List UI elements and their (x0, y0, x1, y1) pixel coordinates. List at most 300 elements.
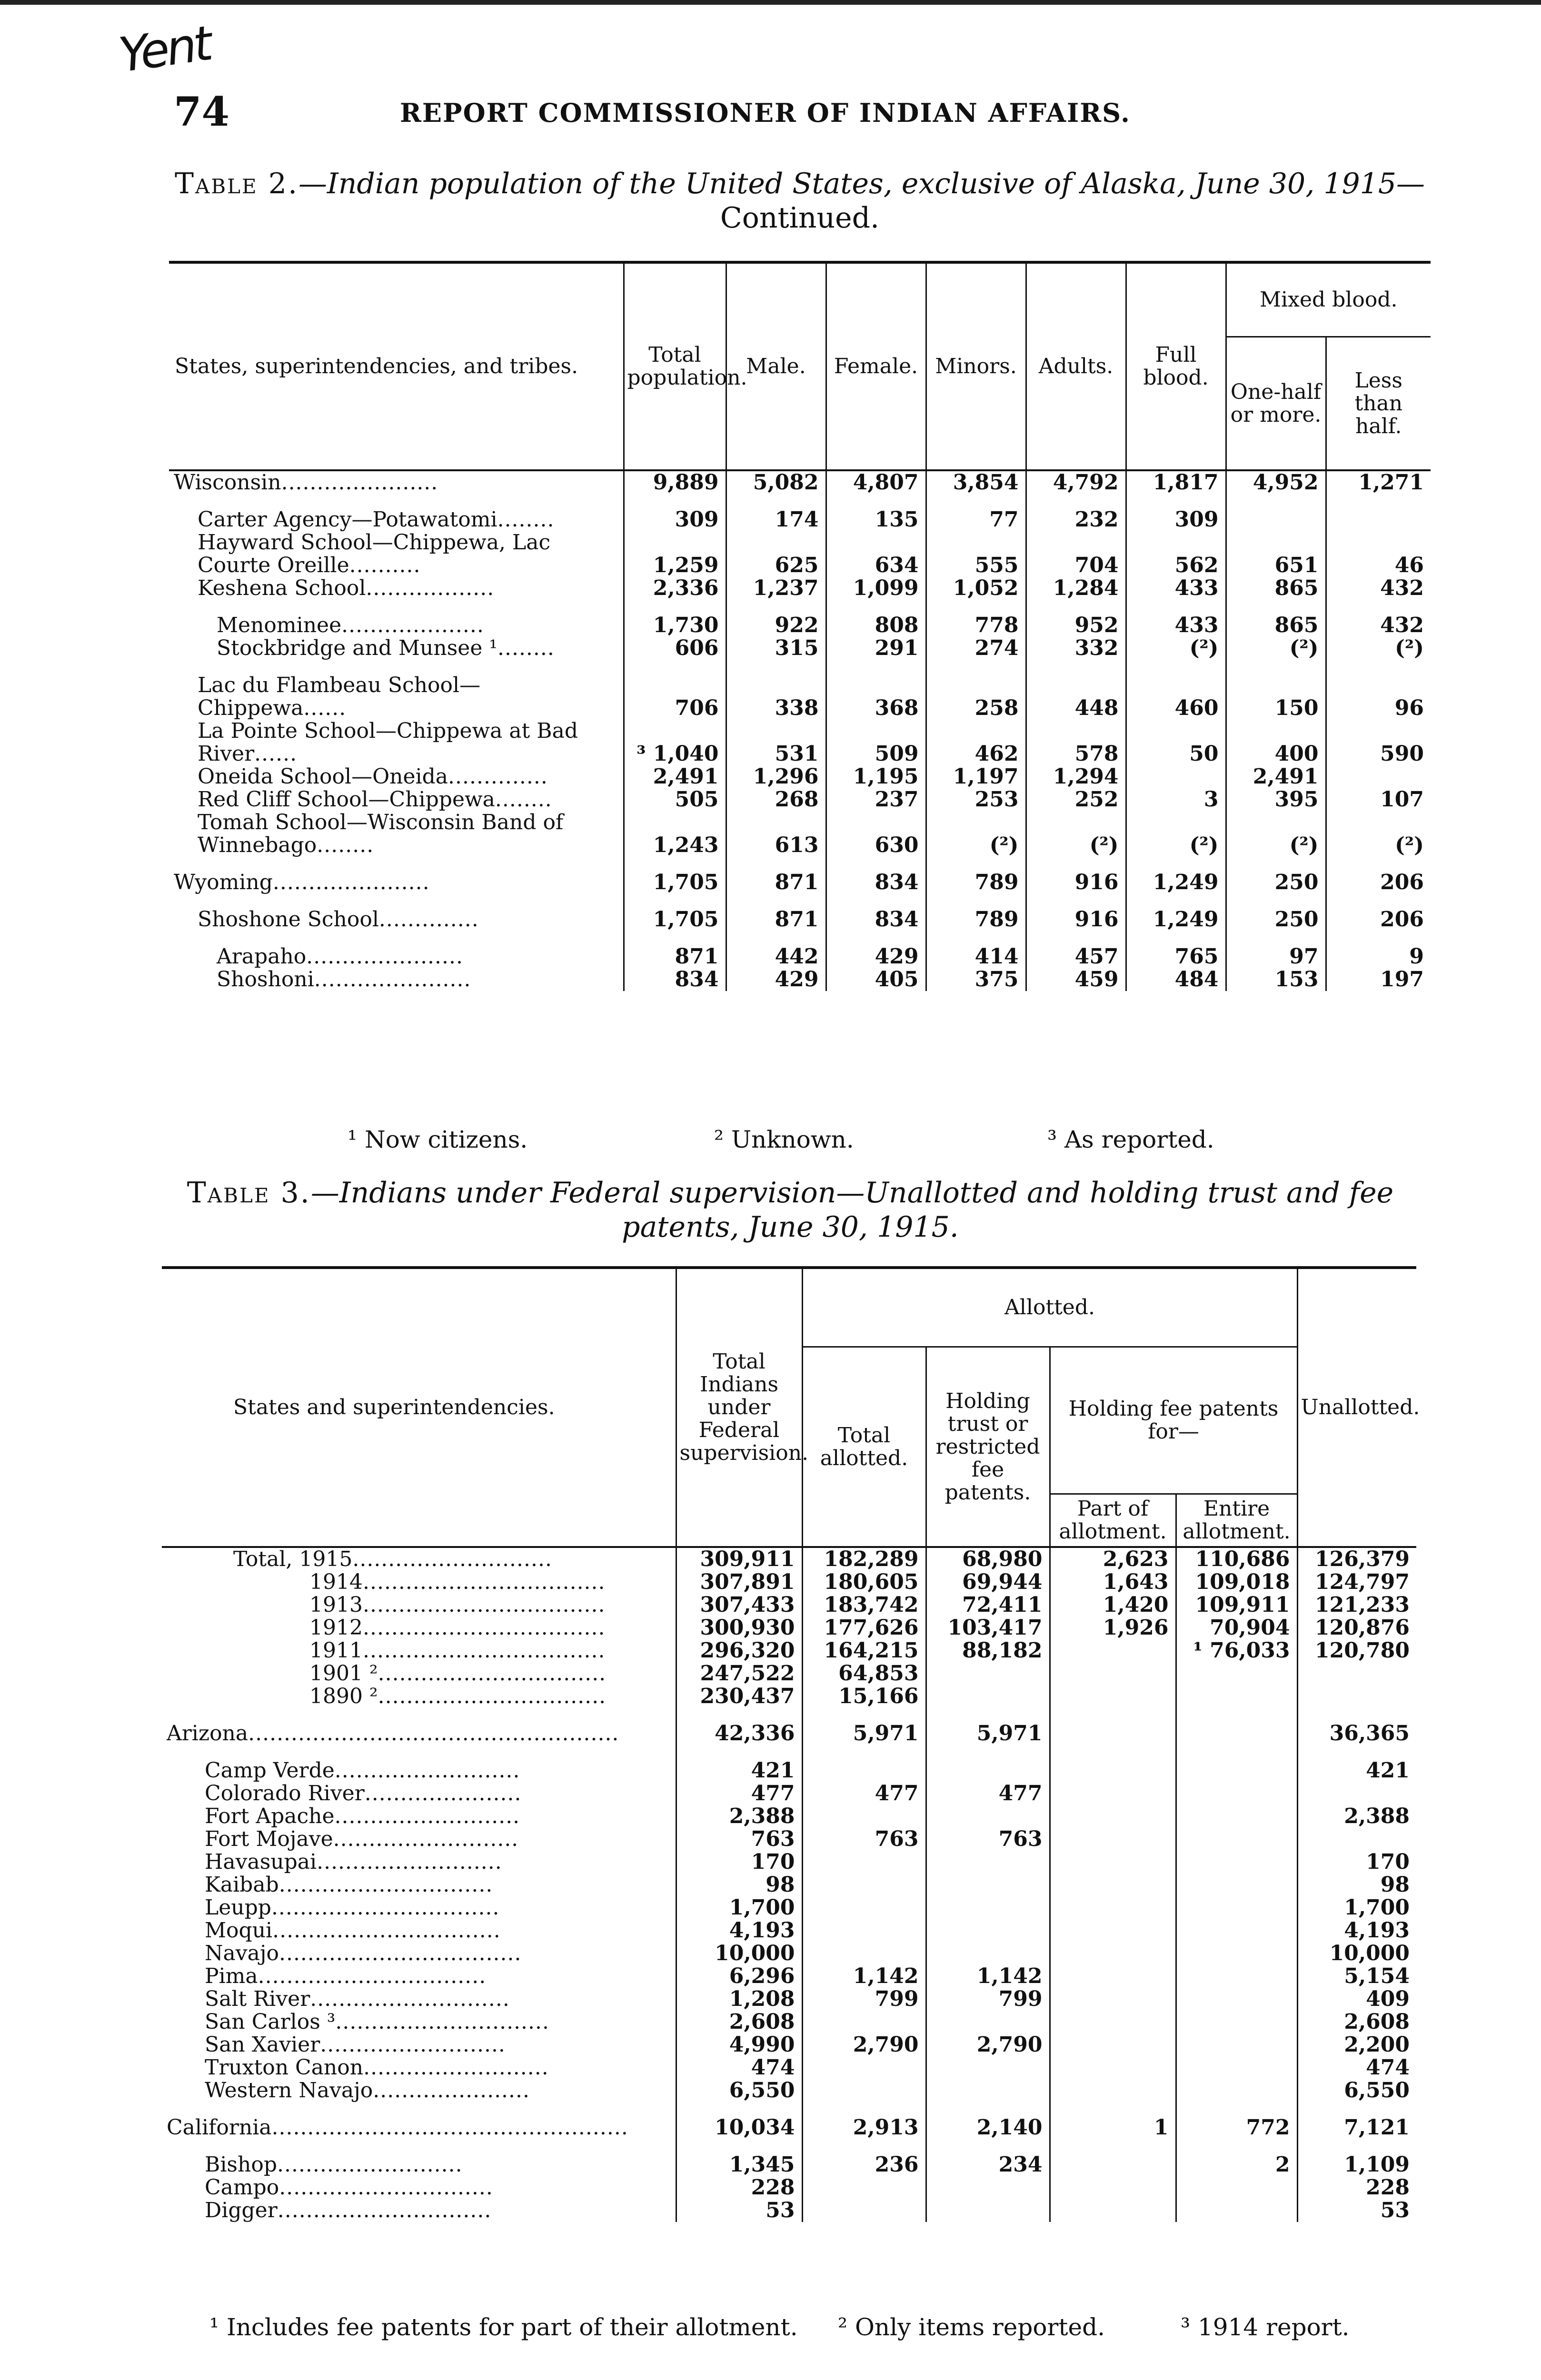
data-cell: 109,018 (1176, 1571, 1297, 1594)
row-label-text: 1890 ² (309, 1684, 378, 1708)
row-label-text: Wisconsin (174, 470, 281, 495)
data-cell: 2,608 (1297, 2011, 1416, 2033)
row-label (169, 614, 624, 637)
table-row (169, 871, 1431, 894)
data-cell: 6,550 (1297, 2079, 1416, 2102)
spacer-cell (1026, 931, 1126, 945)
data-cell (802, 1759, 926, 1782)
data-cell: 1,109 (1297, 2153, 1416, 2176)
spacer-cell (1297, 2102, 1416, 2116)
data-cell: 765 (1126, 945, 1226, 968)
row-label (169, 811, 624, 857)
table-row (162, 1828, 1416, 1851)
row-label (162, 1942, 676, 1965)
data-cell: 120,780 (1297, 1639, 1416, 1662)
data-cell: 834 (826, 908, 926, 931)
data-cell: 578 (1026, 720, 1126, 765)
data-cell: 916 (1026, 871, 1126, 894)
table-row (169, 720, 1431, 765)
leader-dots: .......................... (334, 1804, 520, 1828)
data-cell: 922 (726, 614, 826, 637)
table-row (162, 1805, 1416, 1828)
row-label-text: Carter Agency—Potawatomi (198, 507, 497, 532)
data-cell (1050, 2056, 1176, 2079)
data-cell: 1,296 (726, 765, 826, 788)
table-row (162, 1896, 1416, 1919)
data-cell: 865 (1226, 577, 1326, 600)
spacer-cell (1126, 660, 1226, 674)
spacer-cell (826, 857, 926, 871)
table2-header (169, 262, 1431, 470)
data-cell (1176, 1782, 1297, 1805)
row-label-text: Kaibab (205, 1873, 279, 1897)
spacer-cell (169, 660, 624, 674)
footnote-1: ¹ Now citizens. (348, 1126, 528, 1153)
data-cell: 3 (1126, 788, 1226, 811)
col-header-one-half-or-more: One-half or more. (1226, 337, 1326, 471)
data-cell: 4,193 (1297, 1919, 1416, 1942)
spacer-cell (1297, 2139, 1416, 2153)
data-cell (1176, 1919, 1297, 1942)
data-cell: 170 (1297, 1851, 1416, 1874)
spacer-cell (1126, 857, 1226, 871)
running-head: REPORT COMMISSIONER OF INDIAN AFFAIRS. (400, 98, 1131, 128)
row-label (169, 508, 624, 531)
data-cell (1326, 508, 1431, 531)
data-cell: 1 (1050, 2116, 1176, 2139)
data-cell: ¹ 76,033 (1176, 1639, 1297, 1662)
row-label (162, 1828, 676, 1851)
col-header-total-federal: Total Indians under Federal supervision. (676, 1268, 802, 1547)
spacer-cell (1326, 931, 1431, 945)
row-label-text: Arapaho (217, 944, 307, 969)
table-row (162, 1547, 1416, 1571)
data-cell: 1,643 (1050, 1571, 1176, 1594)
data-cell: 97 (1226, 945, 1326, 968)
spacer-cell (624, 600, 726, 614)
spacer-cell (802, 1708, 926, 1722)
leader-dots: ........ (317, 833, 374, 857)
spacer-cell (1226, 494, 1326, 508)
row-label-text: 1901 ² (309, 1661, 378, 1686)
spacer-cell (1026, 494, 1126, 508)
leader-dots: .......................... (333, 1827, 519, 1851)
data-cell: 2,388 (1297, 1805, 1416, 1828)
data-cell (1176, 2199, 1297, 2222)
data-cell: 206 (1326, 908, 1431, 931)
spacer-cell (726, 857, 826, 871)
leader-dots: .......... (349, 553, 421, 577)
leader-dots: .................... (341, 613, 484, 637)
data-cell: 72,411 (926, 1594, 1050, 1616)
data-cell: 291 (826, 637, 926, 660)
data-cell: 509 (826, 720, 926, 765)
leader-dots: .................. (366, 576, 495, 600)
col-header-less-than-half: Less than half. (1326, 337, 1431, 471)
table-row (162, 1639, 1416, 1662)
data-cell: 634 (826, 531, 926, 577)
data-cell: 170 (676, 1851, 802, 1874)
data-cell: (²) (1326, 811, 1431, 857)
spacer-cell (162, 1708, 676, 1722)
data-cell: 1,142 (802, 1965, 926, 1988)
data-cell: 6,550 (676, 2079, 802, 2102)
data-cell: 15,166 (802, 1685, 926, 1708)
data-cell: 459 (1026, 968, 1126, 991)
data-cell: 405 (826, 968, 926, 991)
leader-dots: .............................. (277, 2198, 492, 2222)
data-cell: 1,705 (624, 871, 726, 894)
row-label-text: Oneida School—Oneida (198, 764, 448, 789)
data-cell: 462 (926, 720, 1026, 765)
spacer-cell (1126, 931, 1226, 945)
data-cell: 36,365 (1297, 1722, 1416, 1745)
data-cell: 429 (826, 945, 926, 968)
data-cell (802, 1896, 926, 1919)
data-cell: 477 (926, 1782, 1050, 1805)
row-label-text: Colorado River (205, 1781, 365, 1805)
leader-dots: .......................... (277, 2152, 463, 2177)
data-cell: 442 (726, 945, 826, 968)
data-cell (1050, 1896, 1176, 1919)
data-cell: 1,700 (1297, 1896, 1416, 1919)
row-label (162, 1965, 676, 1988)
data-cell: 307,433 (676, 1594, 802, 1616)
leader-dots: ................................ (378, 1661, 606, 1686)
data-cell: 590 (1326, 720, 1431, 765)
data-cell: 834 (826, 871, 926, 894)
data-cell (1050, 1782, 1176, 1805)
row-label-text: 1911 (309, 1638, 363, 1663)
spacer-cell (1326, 894, 1431, 908)
data-cell (802, 2011, 926, 2033)
data-cell: 505 (624, 788, 726, 811)
data-cell: 395 (1226, 788, 1326, 811)
row-label (162, 1851, 676, 1874)
table-row (162, 1874, 1416, 1896)
data-cell (1297, 1662, 1416, 1685)
data-cell: 98 (676, 1874, 802, 1896)
data-cell (926, 1874, 1050, 1896)
data-cell: 42,336 (676, 1722, 802, 1745)
spacer-cell (802, 1745, 926, 1759)
col-header-male: Male. (726, 262, 826, 470)
footnote-3: ³ As reported. (1047, 1126, 1214, 1153)
table-row (162, 1965, 1416, 1988)
data-cell: 174 (726, 508, 826, 531)
data-cell: 1,249 (1126, 908, 1226, 931)
leader-dots: .............. (378, 907, 479, 932)
row-spacer (169, 494, 1431, 508)
data-cell: 763 (802, 1828, 926, 1851)
spacer-cell (826, 494, 926, 508)
col-header-holding-trust: Holding trust or restricted fee patents. (926, 1347, 1050, 1547)
data-cell (1176, 1874, 1297, 1896)
row-label-text: Camp Verde (205, 1758, 335, 1783)
spacer-cell (676, 1745, 802, 1759)
data-cell (926, 1805, 1050, 1828)
data-cell: 247,522 (676, 1662, 802, 1685)
data-cell (926, 2011, 1050, 2033)
data-cell: 2,388 (676, 1805, 802, 1828)
data-cell: 10,000 (676, 1942, 802, 1965)
data-cell: 332 (1026, 637, 1126, 660)
row-spacer (169, 857, 1431, 871)
data-cell (1126, 765, 1226, 788)
data-cell: 474 (676, 2056, 802, 2079)
spacer-cell (624, 857, 726, 871)
data-cell: 3,854 (926, 470, 1026, 494)
leader-dots: .............................. (335, 2010, 549, 2034)
row-label-text: Total, 1915 (233, 1547, 353, 1571)
data-cell: 180,605 (802, 1571, 926, 1594)
data-cell: 1,345 (676, 2153, 802, 2176)
spacer-cell (1026, 857, 1126, 871)
data-cell (1050, 1874, 1176, 1896)
data-cell: 307,891 (676, 1571, 802, 1594)
data-cell: 5,154 (1297, 1965, 1416, 1988)
data-cell: 2,491 (624, 765, 726, 788)
data-cell: 484 (1126, 968, 1226, 991)
data-cell (1050, 1805, 1176, 1828)
leader-dots: ................................ (272, 1918, 501, 1943)
table2-population (169, 261, 1431, 991)
data-cell: 651 (1226, 531, 1326, 577)
row-label-text: Havasupai (205, 1850, 317, 1874)
data-cell: 763 (676, 1828, 802, 1851)
leader-dots: ...................... (281, 470, 438, 495)
data-cell: 5,082 (726, 470, 826, 494)
spacer-cell (926, 600, 1026, 614)
data-cell (802, 1851, 926, 1874)
spacer-cell (1026, 600, 1126, 614)
data-cell: 2,790 (926, 2033, 1050, 2056)
row-label-text: Truxton Canon (205, 2055, 364, 2080)
data-cell: 1,420 (1050, 1594, 1176, 1616)
data-cell (802, 2199, 926, 2222)
data-cell: 96 (1326, 674, 1431, 720)
data-cell: 9,889 (624, 470, 726, 494)
data-cell: 274 (926, 637, 1026, 660)
data-cell: 1,195 (826, 765, 926, 788)
data-cell: 4,952 (1226, 470, 1326, 494)
data-cell: 206 (1326, 871, 1431, 894)
data-cell: 232 (1026, 508, 1126, 531)
spacer-cell (1226, 660, 1326, 674)
data-cell: 414 (926, 945, 1026, 968)
row-label-text: Stockbridge and Munsee ¹ (217, 636, 497, 660)
row-label-text: Menominee (217, 613, 342, 637)
data-cell: 871 (624, 945, 726, 968)
leader-dots: ........ (497, 636, 555, 660)
data-cell: 409 (1297, 1988, 1416, 2011)
data-cell: 1,243 (624, 811, 726, 857)
data-cell: (²) (1226, 637, 1326, 660)
leader-dots: ...... (254, 742, 298, 766)
spacer-cell (1026, 660, 1126, 674)
footnote-t3-1: ¹ Includes fee patents for part of their allotment. (209, 2313, 798, 2341)
data-cell (802, 1942, 926, 1965)
spacer-cell (826, 894, 926, 908)
data-cell: 606 (624, 637, 726, 660)
spacer-cell (1126, 894, 1226, 908)
data-cell: 50 (1126, 720, 1226, 765)
spacer-cell (726, 494, 826, 508)
data-cell (1050, 2079, 1176, 2102)
spacer-cell (162, 2139, 676, 2153)
table2-continued: Continued. (720, 201, 880, 235)
spacer-cell (1176, 2139, 1297, 2153)
table-row (162, 2116, 1416, 2139)
row-label-text: Red Cliff School—Chippewa (198, 787, 495, 812)
spacer-cell (826, 660, 926, 674)
data-cell: 772 (1176, 2116, 1297, 2139)
data-cell (1176, 1685, 1297, 1708)
data-cell: 1,237 (726, 577, 826, 600)
data-cell: 1,700 (676, 1896, 802, 1919)
leader-dots: .................................................... (248, 1721, 619, 1745)
leader-dots: ........ (497, 507, 555, 532)
table3-federal-supervision (162, 1266, 1420, 2222)
leader-dots: ...................... (272, 870, 430, 894)
leader-dots: ...................... (306, 944, 463, 969)
data-cell: 1,730 (624, 614, 726, 637)
footnote-t3-3: ³ 1914 report. (1181, 2313, 1350, 2341)
data-cell: 77 (926, 508, 1026, 531)
data-cell: 429 (726, 968, 826, 991)
leader-dots: .......................... (363, 2055, 549, 2080)
table2-title: —Indian population of the United States, exclusive of Alaska, June 30, 1915— (298, 167, 1425, 200)
table-row (162, 2176, 1416, 2199)
data-cell: 421 (1297, 1759, 1416, 1782)
data-cell: 110,686 (1176, 1547, 1297, 1571)
spacer-cell (826, 600, 926, 614)
data-cell (1176, 2176, 1297, 2199)
spacer-cell (169, 894, 624, 908)
data-cell: 2,200 (1297, 2033, 1416, 2056)
table-row (162, 1782, 1416, 1805)
data-cell (926, 1851, 1050, 1874)
row-label-text: Keshena School (198, 576, 366, 600)
data-cell: 474 (1297, 2056, 1416, 2079)
data-cell: 64,853 (802, 1662, 926, 1685)
spacer-cell (1126, 600, 1226, 614)
data-cell: 433 (1126, 614, 1226, 637)
data-cell: 6,296 (676, 1965, 802, 1988)
data-cell: 234 (926, 2153, 1050, 2176)
data-cell (1050, 1988, 1176, 2011)
data-cell (1176, 1988, 1297, 2011)
data-cell: 7,121 (1297, 2116, 1416, 2139)
row-label (162, 2011, 676, 2033)
data-cell: 197 (1326, 968, 1431, 991)
row-label-text: Navajo (205, 1941, 279, 1965)
data-cell (1050, 1919, 1176, 1942)
row-label (162, 1919, 676, 1942)
data-cell: (²) (1126, 637, 1226, 660)
data-cell: 109,911 (1176, 1594, 1297, 1616)
data-cell: 9 (1326, 945, 1431, 968)
spacer-cell (1326, 857, 1431, 871)
spacer-cell (1126, 494, 1226, 508)
row-spacer (162, 1745, 1416, 1759)
leader-dots: ...................... (364, 1781, 522, 1805)
row-spacer (169, 600, 1431, 614)
data-cell: 250 (1226, 871, 1326, 894)
data-cell (1297, 1828, 1416, 1851)
data-cell (1176, 1828, 1297, 1851)
leader-dots: ............................ (352, 1547, 552, 1571)
data-cell: 296,320 (676, 1639, 802, 1662)
row-label-text: 1913 (309, 1593, 363, 1617)
data-cell (926, 1942, 1050, 1965)
data-cell: 555 (926, 531, 1026, 577)
table2-body (169, 470, 1431, 991)
row-label-text: Fort Mojave (205, 1827, 333, 1851)
data-cell: 309,911 (676, 1547, 802, 1571)
data-cell: 53 (676, 2199, 802, 2222)
table-row (162, 2011, 1416, 2033)
data-cell: 432 (1326, 577, 1431, 600)
row-label-text: Bishop (205, 2152, 277, 2177)
spacer-cell (624, 494, 726, 508)
handwritten-annotation: Yent (115, 15, 213, 83)
spacer-cell (826, 931, 926, 945)
data-cell: 763 (926, 1828, 1050, 1851)
data-cell: 916 (1026, 908, 1126, 931)
data-cell (802, 1874, 926, 1896)
data-cell: 808 (826, 614, 926, 637)
row-label (169, 470, 624, 494)
leader-dots: ...................... (314, 967, 471, 992)
leader-dots: .................................. (362, 1593, 606, 1617)
col-header-full-blood: Full blood. (1126, 262, 1226, 470)
data-cell: 126,379 (1297, 1547, 1416, 1571)
col-header-female: Female. (826, 262, 926, 470)
row-spacer (169, 931, 1431, 945)
data-cell: 1,271 (1326, 470, 1431, 494)
data-cell (802, 2056, 926, 2079)
row-label-text: Lac du Flambeau School—Chippewa (198, 673, 481, 720)
data-cell: 252 (1026, 788, 1126, 811)
data-cell (1176, 2079, 1297, 2102)
data-cell: 630 (826, 811, 926, 857)
spacer-cell (169, 857, 624, 871)
data-cell: 4,792 (1026, 470, 1126, 494)
data-cell: 1,284 (1026, 577, 1126, 600)
table2-lead: Table 2. (174, 167, 299, 200)
data-cell (802, 2079, 926, 2102)
data-cell: 53 (1297, 2199, 1416, 2222)
leader-dots: .................................. (362, 1638, 606, 1663)
table-row (162, 1988, 1416, 2011)
table-row (169, 811, 1431, 857)
spacer-cell (1050, 1708, 1176, 1722)
data-cell (1176, 1805, 1297, 1828)
spacer-cell (162, 1745, 676, 1759)
scan-border-top (0, 0, 1541, 5)
data-cell: 433 (1126, 577, 1226, 600)
data-cell: 182,289 (802, 1547, 926, 1571)
spacer-cell (676, 1708, 802, 1722)
row-label (162, 1988, 676, 2011)
data-cell (802, 2176, 926, 2199)
row-label-text: 1912 (309, 1616, 363, 1640)
data-cell: 5,971 (926, 1722, 1050, 1745)
data-cell (926, 2079, 1050, 2102)
data-cell: 1,249 (1126, 871, 1226, 894)
table-row (162, 2079, 1416, 2102)
